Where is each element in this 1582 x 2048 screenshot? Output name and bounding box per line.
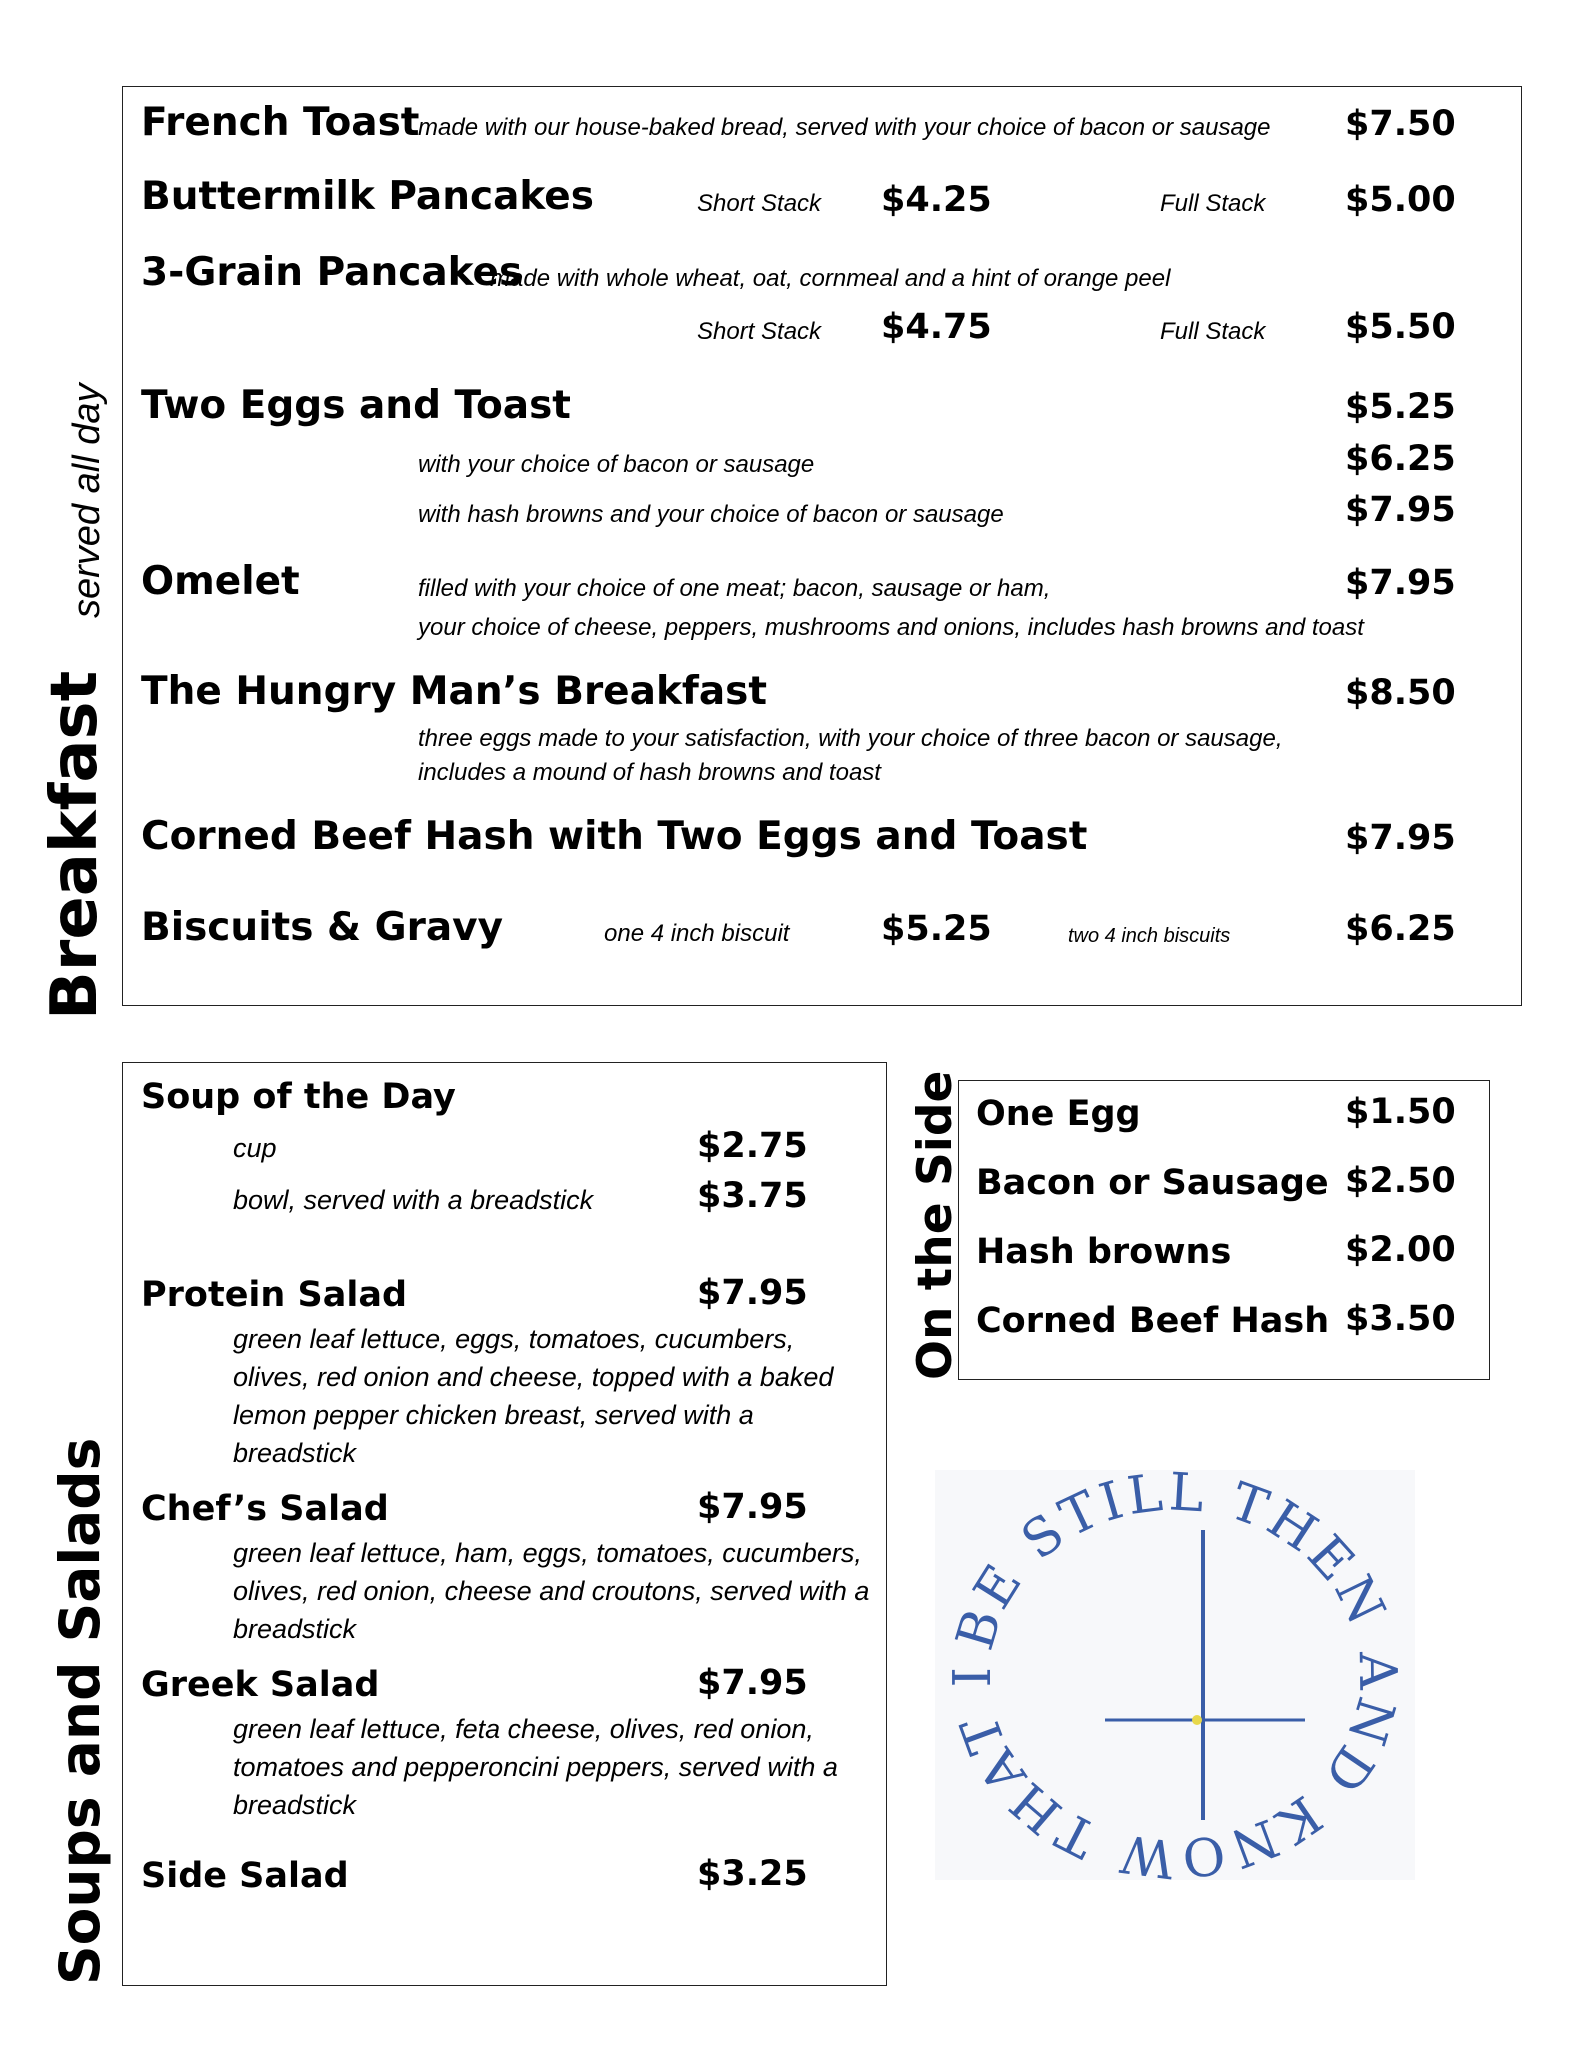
three-grain-desc: made with whole wheat, oat, cornmeal and a hint of orange peel xyxy=(490,265,1171,292)
biscuits-opt2-price: $6.25 xyxy=(1345,909,1456,949)
buttermilk-pancakes-name: Buttermilk Pancakes xyxy=(141,174,594,219)
omelet-desc-line1: filled with your choice of one meat; bacon, sausage or ham, xyxy=(418,575,1051,602)
corned-beef-hash-name: Corned Beef Hash with Two Eggs and Toast xyxy=(141,814,1088,859)
protein-salad-name: Protein Salad xyxy=(141,1275,408,1315)
hungry-man-name: The Hungry Man’s Breakfast xyxy=(141,669,768,714)
soup-cup-price: $2.75 xyxy=(697,1126,808,1166)
buttermilk-short-label: Short Stack xyxy=(697,190,822,217)
be-still-artwork xyxy=(935,1470,1415,1880)
two-eggs-opt2-price: $7.95 xyxy=(1345,490,1456,530)
hungry-man-desc-line2: includes a mound of hash browns and toast xyxy=(418,759,881,786)
soup-bowl-label: bowl, served with a breadstick xyxy=(233,1185,594,1215)
biscuits-opt2: two 4 inch biscuits xyxy=(1068,925,1231,947)
three-grain-full-price: $5.50 xyxy=(1345,307,1456,347)
bacon-sausage-price: $2.50 xyxy=(1345,1161,1456,1201)
buttermilk-short-price: $4.25 xyxy=(881,180,992,220)
sides-section-title: On the Side xyxy=(908,1070,963,1380)
french-toast-desc: made with our house-baked bread, served with your choice of bacon or sausage xyxy=(418,114,1271,141)
corned-beef-side-price: $3.50 xyxy=(1345,1299,1456,1339)
three-grain-full-label: Full Stack xyxy=(1160,318,1266,345)
protein-salad-price: $7.95 xyxy=(697,1273,808,1313)
french-toast-name: French Toast xyxy=(141,100,420,145)
buttermilk-full-price: $5.00 xyxy=(1345,180,1456,220)
side-salad-price: $3.25 xyxy=(697,1854,808,1894)
side-salad-name: Side Salad xyxy=(141,1856,349,1896)
hash-browns-name: Hash browns xyxy=(976,1232,1232,1272)
two-eggs-price: $5.25 xyxy=(1345,387,1456,427)
greek-salad-desc: green leaf lettuce, feta cheese, olives, red onion, tomatoes and pepperoncini peppers, served with a breadstick xyxy=(233,1714,838,1820)
soup-cup-label: cup xyxy=(233,1133,277,1163)
greek-salad-name: Greek Salad xyxy=(141,1665,380,1705)
greek-salad-price: $7.95 xyxy=(697,1663,808,1703)
hash-browns-price: $2.00 xyxy=(1345,1230,1456,1270)
breakfast-panel xyxy=(122,86,1522,1006)
breakfast-subtitle: served all day xyxy=(66,383,108,618)
breakfast-section-title: Breakfast xyxy=(38,670,112,1020)
be-still-artwork-svg xyxy=(935,1470,1415,1880)
biscuits-opt1: one 4 inch biscuit xyxy=(604,920,790,947)
soup-bowl-price: $3.75 xyxy=(697,1176,808,1216)
artwork-ring-text: BE STILL THEN AND KNOW THAT I xyxy=(942,1470,1408,1880)
corned-beef-hash-price: $7.95 xyxy=(1345,818,1456,858)
buttermilk-full-label: Full Stack xyxy=(1160,190,1266,217)
omelet-name: Omelet xyxy=(141,559,300,604)
three-grain-pancakes-name: 3-Grain Pancakes xyxy=(141,250,523,295)
omelet-price: $7.95 xyxy=(1345,563,1456,603)
chefs-salad-price: $7.95 xyxy=(697,1487,808,1527)
chefs-salad-name: Chef’s Salad xyxy=(141,1489,389,1529)
two-eggs-opt1-price: $6.25 xyxy=(1345,439,1456,479)
two-eggs-name: Two Eggs and Toast xyxy=(141,383,571,428)
one-egg-price: $1.50 xyxy=(1345,1092,1456,1132)
soup-of-the-day-name: Soup of the Day xyxy=(141,1077,456,1117)
french-toast-price: $7.50 xyxy=(1345,104,1456,144)
three-grain-short-price: $4.75 xyxy=(881,307,992,347)
one-egg-name: One Egg xyxy=(976,1094,1141,1134)
omelet-desc-line2: your choice of cheese, peppers, mushrooms and onions, includes hash browns and toast xyxy=(418,614,1364,641)
hungry-man-desc-line1: three eggs made to your satisfaction, with your choice of three bacon or sausage, xyxy=(418,725,1283,752)
soups-section-title: Soups and Salads xyxy=(48,1437,112,1985)
two-eggs-opt2: with hash browns and your choice of bacon or sausage xyxy=(418,501,1004,528)
biscuits-gravy-name: Biscuits & Gravy xyxy=(141,905,503,950)
corned-beef-side-name: Corned Beef Hash xyxy=(976,1301,1330,1341)
two-eggs-opt1: with your choice of bacon or sausage xyxy=(418,451,815,478)
chefs-salad-desc: green leaf lettuce, ham, eggs, tomatoes, cucumbers, olives, red onion, cheese and croutons, served with a breadstick xyxy=(233,1538,870,1644)
protein-salad-desc: green leaf lettuce, eggs, tomatoes, cucumbers, olives, red onion and cheese, topped with a baked lemon pepper chicken breast, served with a breadstick xyxy=(233,1324,834,1468)
three-grain-short-label: Short Stack xyxy=(697,318,822,345)
bacon-sausage-name: Bacon or Sausage xyxy=(976,1163,1329,1203)
hungry-man-price: $8.50 xyxy=(1345,673,1456,713)
biscuits-opt1-price: $5.25 xyxy=(881,909,992,949)
